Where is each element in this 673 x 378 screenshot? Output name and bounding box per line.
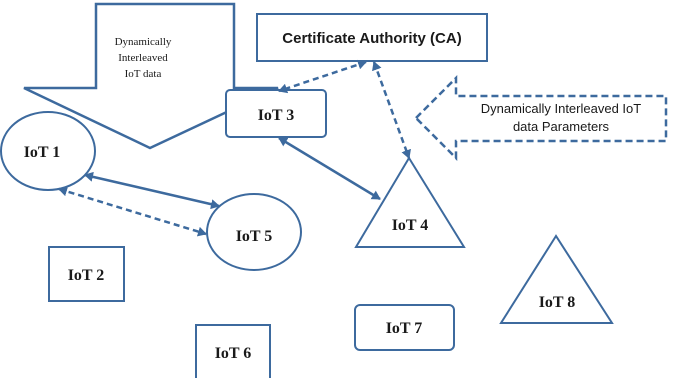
interleaved-data-line-2: Interleaved	[118, 52, 168, 64]
interleaved-data-line-3: IoT data	[124, 68, 162, 80]
iot8-label: IoT 8	[538, 294, 576, 311]
connector-iot1-iot5-dashed	[59, 189, 206, 234]
iot1-label: IoT 1	[23, 144, 61, 161]
iot4-node	[356, 158, 464, 247]
iot2-node	[49, 247, 124, 301]
connector-iot3-iot4	[279, 138, 380, 199]
iot4-label: IoT 4	[391, 217, 429, 234]
interleaved-data-line-1: Dynamically	[114, 36, 172, 48]
interleaved-parameters-line-2: data Parameters	[512, 119, 610, 134]
iot6-label: IoT 6	[214, 345, 252, 362]
certificate-authority-node	[257, 14, 487, 61]
iot6-node	[196, 325, 270, 378]
iot5-node	[207, 194, 301, 270]
interleaved-parameters-arrow	[416, 78, 666, 158]
interleaved-parameters-line-1: Dynamically Interleaved IoT	[480, 101, 642, 116]
iot7-label: IoT 7	[385, 320, 423, 337]
iot5-label: IoT 5	[235, 228, 273, 245]
iot2-label: IoT 2	[67, 267, 105, 284]
connector-ca-iot4	[374, 62, 409, 158]
iot3-label: IoT 3	[257, 107, 295, 124]
certificate-authority-label: Certificate Authority (CA)	[282, 30, 462, 47]
iot7-node	[355, 305, 454, 350]
connector-ca-iot3	[279, 62, 366, 91]
iot1-node	[1, 112, 95, 190]
connector-iot1-iot5-solid	[85, 175, 219, 206]
iot3-node	[226, 90, 326, 137]
iot8-node	[501, 236, 612, 323]
